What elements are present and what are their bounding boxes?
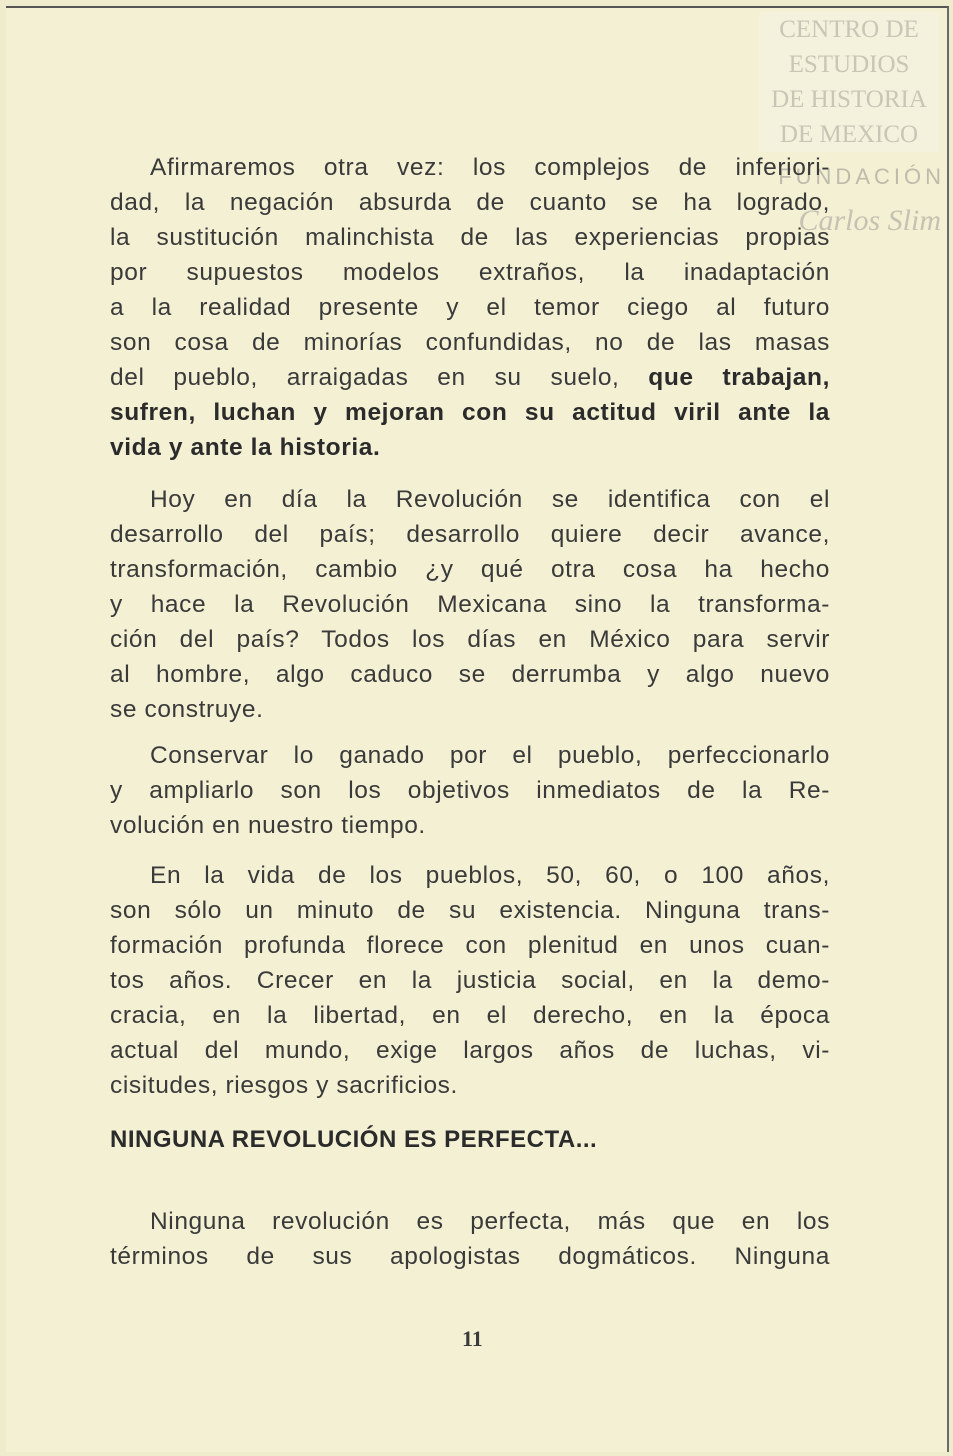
paragraph-1-line-7: [110, 360, 830, 395]
paragraph-2-line-3: transformación, cambio ¿y qué otra cosa ha hecho: [110, 556, 830, 583]
paragraph-4: [110, 858, 830, 1103]
paragraph-1-line-4: por supuestos modelos extraños, la inadaptación: [110, 259, 830, 286]
paragraph-1-line-1: Afirmaremos otra vez: los complejos de inferiori-: [150, 154, 830, 181]
page-number: 11: [462, 1326, 483, 1351]
paragraph-2-line-7: se construye.: [110, 696, 264, 723]
paragraph-3: [110, 738, 830, 843]
watermark-line-2: ESTUDIOS: [788, 51, 910, 78]
book-page: [6, 6, 949, 1452]
paragraph-1-line-5: a la realidad presente y el temor ciego al futuro: [110, 294, 830, 321]
paragraph-2: [110, 482, 830, 727]
paragraph-4-line-7: cisitudes, riesgos y sacrificios.: [110, 1072, 458, 1099]
paragraph-2-line-6: al hombre, algo caduco se derrumba y algo nuevo: [110, 661, 830, 688]
paragraph-4-line-5: cracia, en la libertad, en el derecho, en la época: [110, 1002, 830, 1029]
paragraph-4-line-1: En la vida de los pueblos, 50, 60, o 100 años,: [150, 862, 830, 889]
paragraph-4-line-4: tos años. Crecer en la justicia social, en la demo-: [110, 967, 830, 994]
paragraph-1-line-2: dad, la negación absurda de cuanto se ha logrado,: [110, 189, 830, 216]
paragraph-2-line-4: y hace la Revolución Mexicana sino la transforma-: [110, 591, 830, 618]
paragraph-1-line-7a: del pueblo, arraigadas en su suelo,: [110, 364, 620, 391]
paragraph-2-line-1: Hoy en día la Revolución se identifica con el: [150, 486, 830, 513]
watermark-line-4: DE MEXICO: [779, 121, 919, 148]
watermark-line-3: DE HISTORIA: [771, 86, 927, 113]
paragraph-2-line-5: ción del país? Todos los días en México para servir: [110, 626, 830, 653]
paragraph-4-line-3: formación profunda florece con plenitud en unos cuan-: [110, 932, 830, 959]
paragraph-2-line-2: desarrollo del país; desarrollo quiere decir avance,: [110, 521, 830, 548]
paragraph-3-line-1: Conservar lo ganado por el pueblo, perfeccionarlo: [150, 742, 830, 769]
fundacion-stamp: FUNDACIÓN: [778, 164, 945, 189]
paragraph-1-line-8: sufren, luchan y mejoran con su actitud viril ante la: [110, 399, 830, 426]
section-heading: NINGUNA REVOLUCIÓN ES PERFECTA...: [110, 1126, 598, 1153]
paragraph-5: [110, 1204, 830, 1274]
watermark-line-1: CENTRO DE: [779, 16, 919, 43]
paragraph-5-line-1: Ninguna revolución es perfecta, más que en los: [150, 1208, 830, 1235]
paragraph-1-line-9: vida y ante la historia.: [110, 434, 381, 461]
paragraph-1-line-6: son cosa de minorías confundidas, no de las masas: [110, 329, 830, 356]
paragraph-4-line-6: actual del mundo, exige largos años de luchas, vi-: [110, 1037, 830, 1064]
paragraph-3-line-2: y ampliarlo son los objetivos inmediatos de la Re-: [110, 777, 830, 804]
paragraph-1-line-7b: que trabajan,: [648, 364, 830, 391]
signature-stamp: Carlos Slim: [798, 204, 941, 237]
paragraph-1: [110, 150, 830, 465]
archive-watermark: [759, 12, 939, 152]
paragraph-1-line-3: la sustitución malinchista de las experiencias propias: [110, 224, 830, 251]
paragraph-4-line-2: son sólo un minuto de su existencia. Ninguna trans-: [110, 897, 830, 924]
paragraph-3-line-3: volución en nuestro tiempo.: [110, 812, 426, 839]
paragraph-5-line-2: términos de sus apologistas dogmáticos. Ninguna: [110, 1243, 830, 1270]
